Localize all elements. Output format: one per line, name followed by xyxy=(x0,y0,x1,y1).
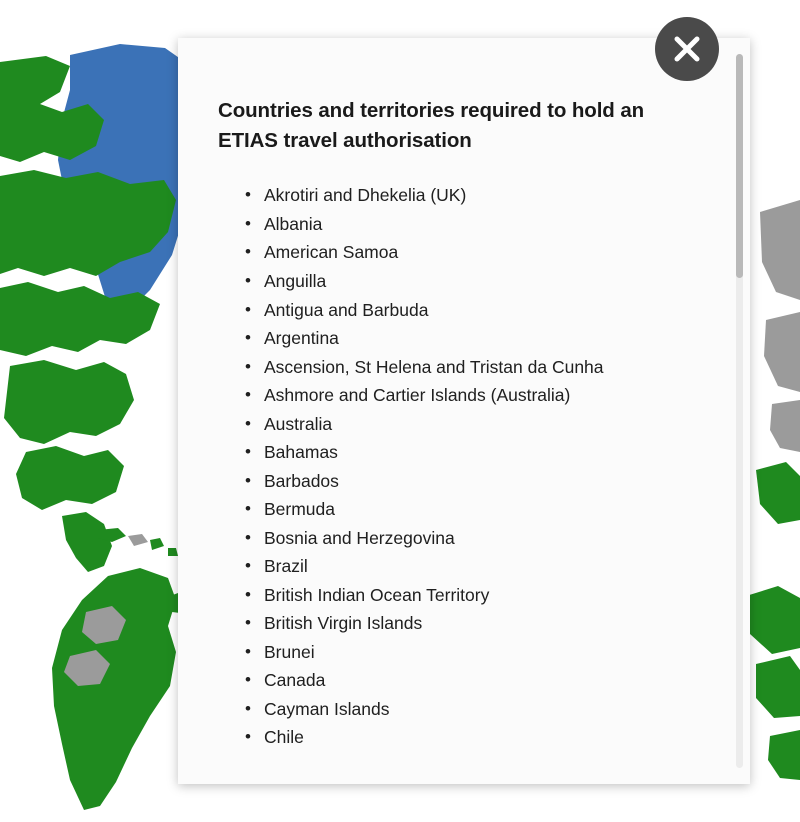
page-title: Countries and territories required to hold an ETIAS travel authorisation xyxy=(218,99,645,152)
list-item: • Brunei xyxy=(264,638,706,667)
modal-scrollbar[interactable] xyxy=(736,54,743,768)
list-item: • Bermuda xyxy=(264,495,706,524)
modal-content xyxy=(178,38,750,784)
list-item: • Australia xyxy=(264,410,706,439)
countries-modal xyxy=(178,38,750,784)
list-item: • Ashmore and Cartier Islands (Australia) xyxy=(264,381,706,410)
list-item: • Albania xyxy=(264,210,706,239)
close-icon xyxy=(672,34,702,64)
list-item: • Barbados xyxy=(264,467,706,496)
list-item: • Canada xyxy=(264,666,706,695)
list-item: • Chile xyxy=(264,723,706,752)
list-item: • Argentina xyxy=(264,324,706,353)
list-item: • Akrotiri and Dhekelia (UK) xyxy=(264,181,706,210)
list-item: • Bahamas xyxy=(264,438,706,467)
close-button[interactable] xyxy=(655,17,719,81)
list-item: • Bosnia and Herzegovina xyxy=(264,524,706,553)
list-item: • American Samoa xyxy=(264,238,706,267)
list-item: • British Indian Ocean Territory xyxy=(264,581,706,610)
list-item: • Cayman Islands xyxy=(264,695,706,724)
list-item: • British Virgin Islands xyxy=(264,609,706,638)
country-list xyxy=(218,181,706,751)
list-item: • Ascension, St Helena and Tristan da Cunha xyxy=(264,353,706,382)
scrollbar-thumb[interactable] xyxy=(736,54,743,278)
list-item: • Antigua and Barbuda xyxy=(264,296,706,325)
list-item: • Anguilla xyxy=(264,267,706,296)
list-item: • Brazil xyxy=(264,552,706,581)
